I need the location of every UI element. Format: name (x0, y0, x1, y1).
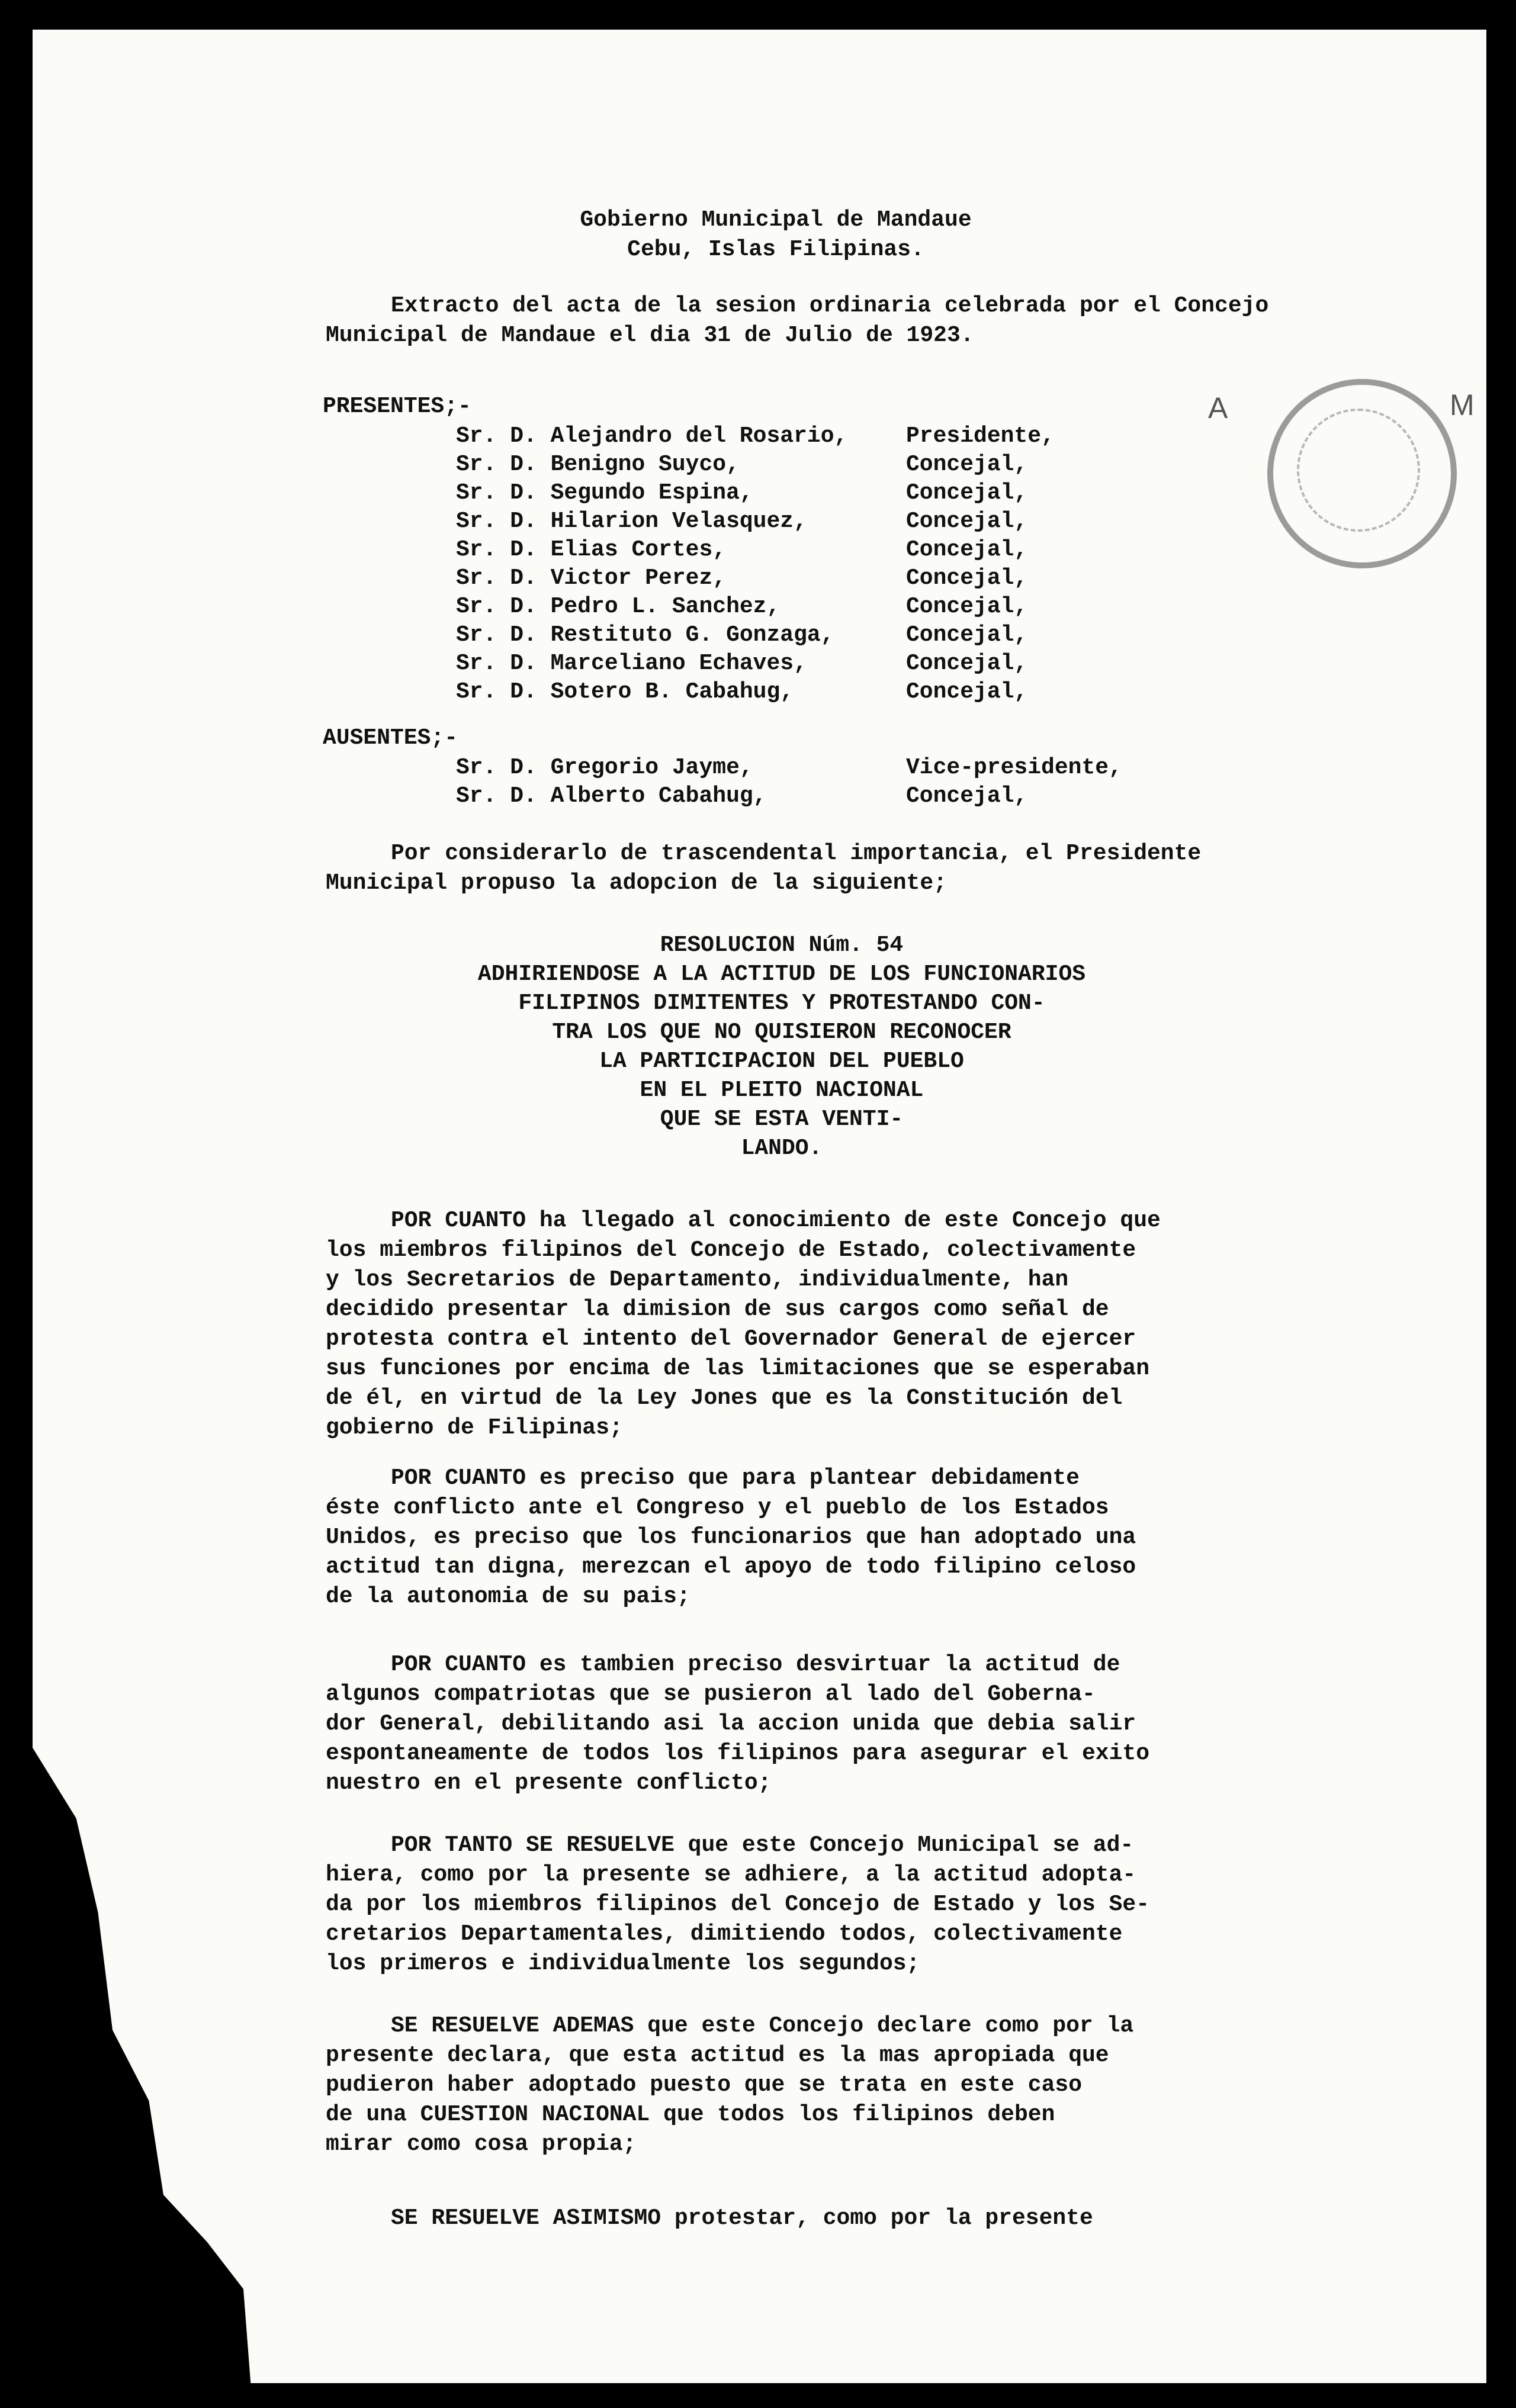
paragraph-line: actitud tan digna, merezcan el apoyo de todo filipino celoso (326, 1554, 1136, 1580)
resolution-title-line: ADHIRIENDOSE A LA ACTITUD DE LOS FUNCIONARIOS (477, 962, 1086, 987)
presente-name: Sr. D. Marceliano Echaves, (456, 651, 807, 676)
ausente-name: Sr. D. Gregorio Jayme, (456, 755, 753, 780)
paragraph-line: de la autonomia de su pais; (326, 1584, 690, 1609)
presente-name: Sr. D. Victor Perez, (456, 565, 727, 591)
presente-name: Sr. D. Benigno Suyco, (456, 452, 740, 477)
resolution-title-line: EN EL PLEITO NACIONAL (640, 1078, 924, 1103)
paragraph-line: éste conflicto ante el Congreso y el pueblo de los Estados (326, 1495, 1109, 1520)
resolution-title-line: FILIPINOS DIMITENTES Y PROTESTANDO CON- (518, 991, 1045, 1016)
resolution-title-line: TRA LOS QUE NO QUISIERON RECONOCER (552, 1020, 1011, 1045)
presente-name: Sr. D. Elias Cortes, (456, 537, 727, 562)
paragraph-line: espontaneamente de todos los filipinos para asegurar el exito (326, 1741, 1150, 1766)
ausentes-label: AUSENTES;- (323, 725, 458, 751)
presente-role: Presidente, (906, 423, 1055, 449)
paragraph-line: decidido presentar la dimision de sus cargos como señal de (326, 1297, 1109, 1322)
resolution-title-line: RESOLUCION Núm. 54 (660, 933, 904, 958)
receipt-stamp (1267, 379, 1457, 568)
paragraph-line: presente declara, que esta actitud es la mas apropiada que (326, 2043, 1109, 2068)
paragraph-line: y los Secretarios de Departamento, individualmente, han (326, 1267, 1069, 1293)
paragraph-line: hiera, como por la presente se adhiere, a la actitud adopta- (326, 1862, 1136, 1888)
proposal-line: Municipal propuso la adopcion de la siguiente; (326, 870, 947, 896)
intro-line: Extracto del acta de la sesion ordinaria celebrada por el Concejo (391, 293, 1269, 319)
presente-role: Concejal, (906, 565, 1028, 591)
presente-name: Sr. D. Restituto G. Gonzaga, (456, 622, 834, 648)
presente-role: Concejal, (906, 651, 1028, 676)
intro-line: Municipal de Mandaue el dia 31 de Julio de 1923. (326, 323, 974, 348)
paragraph-line: de él, en virtud de la Ley Jones que es la Constitución del (326, 1385, 1123, 1411)
presentes-label: PRESENTES;- (323, 394, 471, 419)
paragraph-line: los miembros filipinos del Concejo de Estado, colectivamente (326, 1237, 1136, 1263)
header-line-1: Gobierno Municipal de Mandaue (580, 207, 972, 233)
resolution-title-line: LA PARTICIPACION DEL PUEBLO (599, 1049, 964, 1074)
paragraph-line: sus funciones por encima de las limitaciones que se esperaban (326, 1356, 1150, 1381)
stamp-letter-left: A (1208, 391, 1228, 425)
ausente-role: Vice-presidente, (906, 755, 1122, 780)
header-line-2: Cebu, Islas Filipinas. (627, 237, 924, 262)
ausente-role: Concejal, (906, 783, 1028, 809)
presente-name: Sr. D. Segundo Espina, (456, 480, 753, 506)
presente-role: Concejal, (906, 594, 1028, 619)
presente-role: Concejal, (906, 537, 1028, 562)
paragraph-line: SE RESUELVE ADEMAS que este Concejo declare como por la (391, 2013, 1134, 2039)
presente-name: Sr. D. Hilarion Velasquez, (456, 509, 807, 534)
presente-role: Concejal, (906, 679, 1028, 705)
paragraph-line: protesta contra el intento del Governador General de ejercer (326, 1326, 1136, 1352)
presente-role: Concejal, (906, 622, 1028, 648)
paragraph-line: POR CUANTO es preciso que para plantear debidamente (391, 1465, 1080, 1491)
paragraph-line: cretarios Departamentales, dimitiendo todos, colectivamente (326, 1921, 1123, 1947)
paragraph-line: dor General, debilitando asi la accion unida que debia salir (326, 1711, 1136, 1737)
paragraph-line: pudieron haber adoptado puesto que se trata en este caso (326, 2072, 1083, 2098)
paragraph-line: POR TANTO SE RESUELVE que este Concejo Municipal se ad- (391, 1832, 1134, 1858)
proposal-line: Por considerarlo de trascendental importancia, el Presidente (391, 841, 1202, 866)
paragraph-line: nuestro en el presente conflicto; (326, 1770, 772, 1796)
paragraph-line: POR CUANTO es tambien preciso desvirtuar la actitud de (391, 1652, 1120, 1677)
paragraph-line: POR CUANTO ha llegado al conocimiento de este Concejo que (391, 1208, 1161, 1233)
presente-name: Sr. D. Pedro L. Sanchez, (456, 594, 781, 619)
paragraph-line: da por los miembros filipinos del Concejo de Estado y los Se- (326, 1892, 1150, 1917)
resolution-title-line: QUE SE ESTA VENTI- (660, 1107, 904, 1132)
paragraph-line: gobierno de Filipinas; (326, 1415, 623, 1441)
paragraph-line: algunos compatriotas que se pusieron al lado del Goberna- (326, 1682, 1096, 1707)
ausente-name: Sr. D. Alberto Cabahug, (456, 783, 767, 809)
resolution-title-line: LANDO. (741, 1136, 823, 1161)
presente-name: Sr. D. Sotero B. Cabahug, (456, 679, 794, 705)
presente-role: Concejal, (906, 509, 1028, 534)
paragraph-line: SE RESUELVE ASIMISMO protestar, como por la presente (391, 2206, 1093, 2231)
paragraph-line: los primeros e individualmente los segundos; (326, 1951, 920, 1976)
stamp-letter-right: M (1450, 388, 1475, 422)
presente-name: Sr. D. Alejandro del Rosario, (456, 423, 848, 449)
presente-role: Concejal, (906, 480, 1028, 506)
paragraph-line: mirar como cosa propia; (326, 2131, 637, 2157)
paragraph-line: de una CUESTION NACIONAL que todos los filipinos deben (326, 2102, 1055, 2127)
paragraph-line: Unidos, es preciso que los funcionarios que han adoptado una (326, 1525, 1136, 1550)
presente-role: Concejal, (906, 452, 1028, 477)
